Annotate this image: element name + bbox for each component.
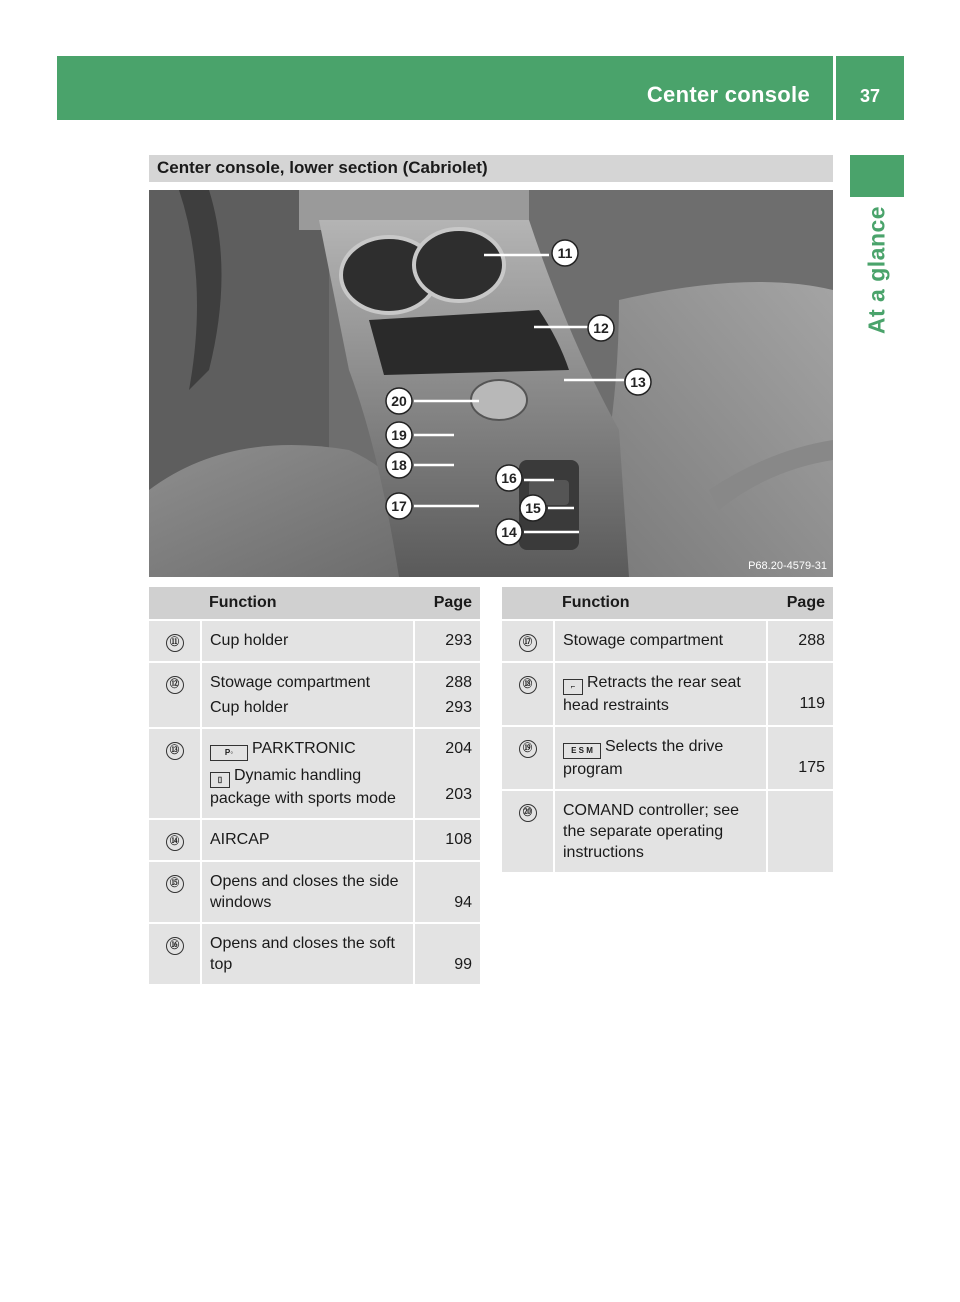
function-text: Opens and closes the soft — [210, 935, 395, 952]
page-ref: 108 — [445, 831, 472, 848]
console-illustration — [149, 190, 833, 577]
svg-text:13: 13 — [630, 374, 646, 390]
callout-20 — [386, 388, 412, 414]
svg-text:18: 18 — [391, 457, 407, 473]
svg-text:11: 11 — [557, 245, 573, 261]
table-row — [149, 923, 480, 985]
svg-text:19: 19 — [391, 427, 407, 443]
page-ref: 119 — [799, 695, 825, 712]
svg-text:20: 20 — [391, 393, 407, 409]
parktronic-off-icon: P◦ — [210, 745, 248, 761]
function-table-right — [502, 587, 833, 874]
row-number: ⑮ — [166, 875, 184, 893]
function-text: Stowage compartment — [210, 674, 371, 691]
photo-code: P68.20-4579-31 — [748, 560, 827, 572]
svg-text:12: 12 — [593, 320, 609, 336]
header-function: Function — [201, 587, 414, 620]
table-row — [149, 728, 480, 819]
page-ref: 288 — [798, 632, 825, 649]
svg-text:16: 16 — [501, 470, 517, 486]
header-page: Page — [767, 587, 833, 620]
function-text: head restraints — [563, 697, 669, 714]
table-header-row — [149, 587, 480, 620]
svg-text:17: 17 — [391, 498, 407, 514]
table-row — [149, 861, 480, 923]
row-number: ⑯ — [166, 937, 184, 955]
callout-17 — [386, 493, 412, 519]
row-number: ⑰ — [519, 634, 537, 652]
side-tab-label: At a glance — [863, 205, 890, 335]
callout-18 — [386, 452, 412, 478]
row-number: ⑬ — [166, 742, 184, 760]
table-row — [149, 819, 480, 861]
callout-19 — [386, 422, 412, 448]
table-row — [502, 726, 833, 790]
function-text: AIRCAP — [210, 831, 270, 848]
section-heading — [149, 155, 833, 182]
dynamic-handling-icon: ▯ — [210, 772, 230, 788]
callout-13 — [625, 369, 651, 395]
page-ref: 94 — [454, 894, 472, 911]
page-ref: 204 — [445, 740, 472, 757]
function-text: Cup holder — [210, 699, 289, 716]
callout-16 — [496, 465, 522, 491]
function-text: package with sports mode — [210, 790, 396, 807]
page-ref: 99 — [454, 956, 472, 973]
row-number: ⑱ — [519, 676, 537, 694]
function-text: instructions — [563, 844, 644, 861]
function-text: top — [210, 956, 233, 973]
side-tab — [850, 155, 904, 197]
function-text: windows — [210, 894, 272, 911]
header-function: Function — [554, 587, 767, 620]
callout-15 — [520, 495, 546, 521]
row-number: ⑭ — [166, 833, 184, 851]
table-row — [502, 620, 833, 662]
drive-program-icon: E S M — [563, 743, 601, 759]
function-text: Retracts the rear seat — [587, 674, 741, 691]
callout-11 — [552, 240, 578, 266]
page-ref: 175 — [798, 759, 825, 776]
page-ref: 288 — [445, 674, 472, 691]
function-text: the separate operating — [563, 823, 724, 840]
callout-14 — [496, 519, 522, 545]
row-number: ⑫ — [166, 676, 184, 694]
function-text: Dynamic handling — [234, 767, 362, 784]
header-num — [149, 587, 201, 620]
callout-12 — [588, 315, 614, 341]
table-row — [502, 790, 833, 873]
header-page: Page — [414, 587, 480, 620]
function-text: Opens and closes the side — [210, 873, 399, 890]
table-header-row — [502, 587, 833, 620]
svg-text:15: 15 — [525, 500, 541, 516]
function-text: Stowage compartment — [563, 632, 724, 649]
svg-text:14: 14 — [501, 524, 517, 540]
header-bar — [57, 56, 904, 120]
page-number: 37 — [859, 86, 881, 106]
function-text: COMAND controller; see — [563, 802, 740, 819]
section-title: Center console, lower section (Cabriolet) — [157, 158, 488, 177]
function-table-left — [149, 587, 480, 986]
table-row — [502, 662, 833, 726]
header-title: Center console — [646, 82, 810, 107]
function-text: PARKTRONIC — [252, 740, 356, 757]
page-ref: 293 — [445, 632, 472, 649]
head-restraint-icon: ⌐ — [563, 679, 583, 695]
table-row — [149, 620, 480, 662]
row-number: ⑳ — [519, 804, 537, 822]
header-num — [502, 587, 554, 620]
page-ref: 203 — [445, 786, 472, 803]
center-console-photo — [149, 190, 833, 577]
function-text: program — [563, 761, 623, 778]
page-ref: 293 — [445, 699, 472, 716]
row-number: ⑪ — [166, 634, 184, 652]
table-row — [149, 662, 480, 728]
function-text: Cup holder — [210, 632, 289, 649]
function-text: Selects the drive — [605, 738, 724, 755]
row-number: ⑲ — [519, 740, 537, 758]
